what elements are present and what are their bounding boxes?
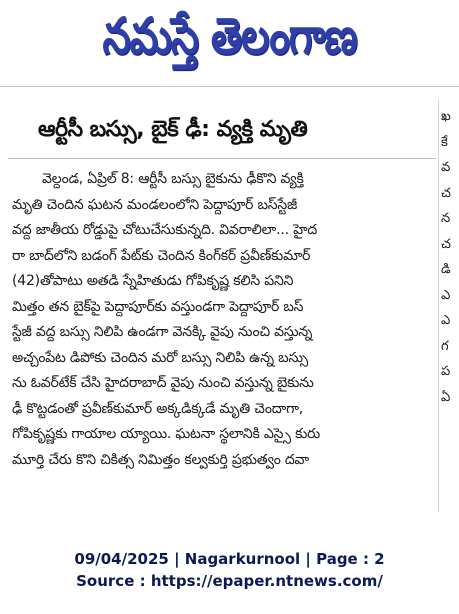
adjacent-column-line: న [441,211,451,226]
article-headline: ఆర్టీసీ బస్సు, బైక్ ఢీ: వ్యక్తి మృతి [38,117,308,142]
column-divider [438,100,439,512]
article-line: స్టేజీ వద్ద బస్సు నిలిపి ఉండగా వెనక్కి వైపు నుంచి వస్తున్న [12,324,313,340]
adjacent-column-line: డి [441,262,451,277]
source-footer [0,548,459,592]
footer-date-edition: 09/04/2025 | Nagarkurnool | Page : 2 [74,550,385,568]
adjacent-column-line: ఖ [441,109,451,124]
article-clipping [8,104,436,509]
masthead-divider [0,86,459,87]
article-line: మూర్తి చేరు కొని చికిత్స నిమిత్తం కల్వకుర్తి ప్రభుత్వం దవా [12,451,310,468]
article-line: ఢీ కొట్టడంతో ప్రవీణ్‌కుమార్ అక్కడిక్కడే మృతి చెందాగా, [12,400,304,417]
article-line: వద్ద జాతీయ రోడ్డుపై చోటుచేసుకున్నది. వివరాలిలా... హైద [12,222,318,238]
article-line: గోపికృష్ణకు గాయాల య్యాయి. ఘటనా స్థలానికి ఎస్సై కురు [12,426,321,442]
article-line: వెల్దండ, ఏప్రిల్ 8: ఆర్టీసీ బస్సు బైకును ఢీకొని వ్యక్తి [42,171,304,187]
adjacent-column-line: చ [441,185,451,201]
adjacent-column-line: చ [441,236,451,252]
article-body [12,167,436,473]
article-line: మృతి చెందిన ఘటన మండలంలోని పెద్దాపూర్ బస్‌స్టేజీ [12,196,298,213]
adjacent-column-line: గ [441,338,449,354]
adjacent-column-line: ఏ [441,389,451,405]
adjacent-column-line: కే [441,134,448,150]
adjacent-column-line: ప [441,364,451,379]
article-line: అచ్చంపేట డిపోకు చెందిన మరో బస్సు నిలిపి ఉన్న బస్సు [12,349,308,366]
article-line: ను ఓవర్‌టేక్ చేసి హైదరాబాద్ వైపు నుంచి వస్తున్న బైకును [12,375,314,391]
article-line: మిత్తం తన బైక్‌పై పెద్దాపూర్‌కు వస్తుండగా పెద్దాపూర్ బస్ [12,298,304,315]
adjacent-column-line: వ [441,160,451,175]
adjacent-column-line: ఎ [441,287,451,303]
article-line: (42)తోపాటు అతడి స్నేహితుడు గోపికృష్ణ కలిసి పనిని [12,273,294,289]
masthead [0,0,459,84]
article-line: రా బాద్‌లోని బడంగ్ పేట్‌కు చెందిన కింగ్‌కర్ ప్రవీణ్‌కుమార్ [12,247,311,264]
newspaper-logo: నమస్తే తెలంగాణ [102,6,357,66]
footer-source-link[interactable]: Source : https://epaper.ntnews.com/ [76,572,383,590]
adjacent-column-line: ఎ [441,313,451,328]
adjacent-column-fragment [441,104,459,509]
headline-divider [8,158,436,159]
